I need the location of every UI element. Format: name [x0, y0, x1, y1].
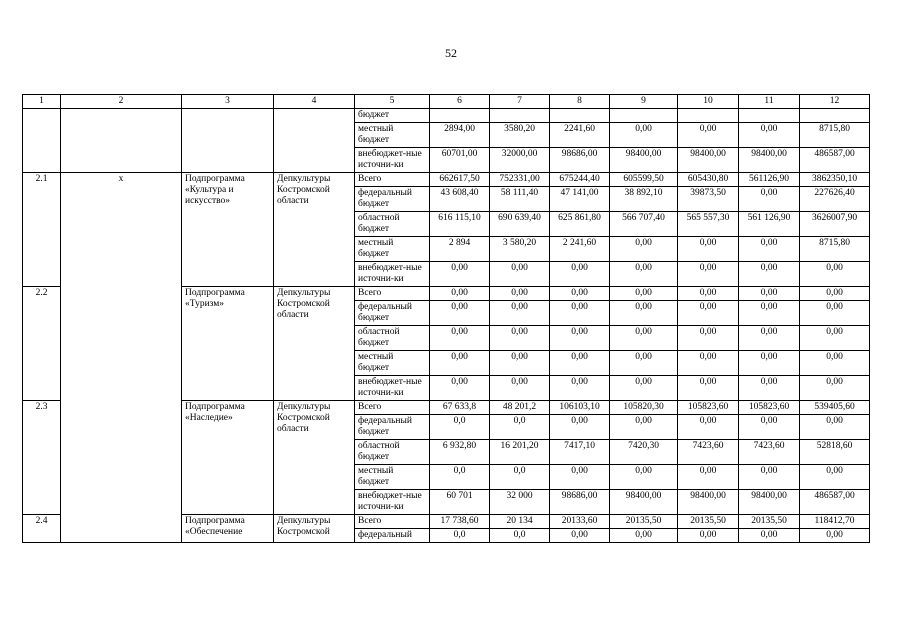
page-number: 52: [445, 46, 457, 60]
program-name-cell: Подпрограмма «Наследие»: [182, 401, 274, 515]
col2-cell: х: [61, 173, 182, 543]
value-cell: 0,00: [610, 287, 678, 301]
value-cell: 0,00: [678, 529, 739, 543]
value-cell: 0,00: [739, 187, 800, 212]
value-cell: 7423,60: [678, 440, 739, 465]
value-cell: 20135,50: [610, 515, 678, 529]
source-cell: местный бюджет: [355, 237, 430, 262]
value-cell: 565 557,30: [678, 212, 739, 237]
value-cell: 0,00: [610, 529, 678, 543]
source-cell: местный бюджет: [355, 351, 430, 376]
budget-table-body: [23, 95, 870, 543]
executor-cell: Депкультуры Костромской области: [274, 173, 355, 287]
value-cell: 20133,60: [550, 515, 610, 529]
value-cell: 60701,00: [430, 148, 490, 173]
value-cell: 6 932,80: [430, 440, 490, 465]
value-cell: 106103,10: [550, 401, 610, 415]
value-cell: 0,00: [678, 262, 739, 287]
value-cell: 0,00: [490, 351, 550, 376]
value-cell: 0,00: [739, 415, 800, 440]
column-number-8: 8: [550, 95, 610, 109]
value-cell: 0,00: [490, 287, 550, 301]
value-cell: 0,00: [550, 415, 610, 440]
value-cell: 0,00: [800, 287, 870, 301]
value-cell: 16 201,20: [490, 440, 550, 465]
value-cell: 8715,80: [800, 237, 870, 262]
value-cell: [739, 109, 800, 123]
value-cell: 0,00: [800, 301, 870, 326]
value-cell: 0,00: [550, 301, 610, 326]
row-number-cell: 2.1: [23, 173, 61, 287]
value-cell: 32 000: [490, 490, 550, 515]
value-cell: 0,00: [800, 262, 870, 287]
program-name-cell: Подпрограмма «Культура и искусство»: [182, 173, 274, 287]
value-cell: 0,00: [610, 376, 678, 401]
source-cell: внебюджет-ные источни-ки: [355, 262, 430, 287]
value-cell: [550, 109, 610, 123]
column-number-2: 2: [61, 95, 182, 109]
row-number-cell: 2.3: [23, 401, 61, 515]
value-cell: 0,00: [739, 123, 800, 148]
value-cell: 98400,00: [739, 148, 800, 173]
value-cell: 561 126,90: [739, 212, 800, 237]
value-cell: 0,00: [678, 376, 739, 401]
value-cell: 48 201,2: [490, 401, 550, 415]
value-cell: 0,00: [739, 326, 800, 351]
value-cell: 0,00: [800, 376, 870, 401]
source-cell: бюджет: [355, 109, 430, 123]
value-cell: 0,00: [800, 465, 870, 490]
value-cell: 605599,50: [610, 173, 678, 187]
value-cell: 0,00: [610, 301, 678, 326]
value-cell: 98686,00: [550, 148, 610, 173]
value-cell: 3862350,10: [800, 173, 870, 187]
value-cell: 0,00: [678, 326, 739, 351]
row-number-cell: [23, 109, 61, 173]
column-number-5: 5: [355, 95, 430, 109]
value-cell: 0,00: [739, 376, 800, 401]
budget-table: [22, 94, 870, 543]
value-cell: 0,00: [430, 351, 490, 376]
value-cell: 2894,00: [430, 123, 490, 148]
value-cell: 20135,50: [678, 515, 739, 529]
value-cell: 98686,00: [550, 490, 610, 515]
value-cell: 0,00: [739, 262, 800, 287]
value-cell: 0,00: [610, 415, 678, 440]
value-cell: 0,00: [739, 465, 800, 490]
value-cell: 0,00: [490, 262, 550, 287]
column-number-row: [23, 95, 870, 109]
source-cell: внебюджет-ные источни-ки: [355, 148, 430, 173]
value-cell: 0,00: [490, 326, 550, 351]
row-number-cell: 2.4: [23, 515, 61, 543]
value-cell: 0,00: [430, 287, 490, 301]
value-cell: 0,00: [678, 123, 739, 148]
value-cell: 2 241,60: [550, 237, 610, 262]
value-cell: 0,0: [430, 465, 490, 490]
value-cell: [678, 109, 739, 123]
table-row: [23, 173, 870, 187]
value-cell: 0,00: [550, 351, 610, 376]
value-cell: 39873,50: [678, 187, 739, 212]
value-cell: 32000,00: [490, 148, 550, 173]
value-cell: 616 115,10: [430, 212, 490, 237]
value-cell: 98400,00: [678, 148, 739, 173]
value-cell: [800, 109, 870, 123]
value-cell: 0,00: [739, 301, 800, 326]
value-cell: 0,00: [550, 376, 610, 401]
value-cell: 98400,00: [678, 490, 739, 515]
value-cell: [490, 109, 550, 123]
value-cell: 8715,80: [800, 123, 870, 148]
source-cell: областной бюджет: [355, 326, 430, 351]
value-cell: 2241,60: [550, 123, 610, 148]
column-number-3: 3: [182, 95, 274, 109]
program-name-cell: [182, 109, 274, 173]
value-cell: 98400,00: [610, 490, 678, 515]
value-cell: 0,00: [430, 301, 490, 326]
value-cell: 7417,10: [550, 440, 610, 465]
value-cell: 486587,00: [800, 490, 870, 515]
column-number-1: 1: [23, 95, 61, 109]
value-cell: 0,0: [490, 529, 550, 543]
column-number-10: 10: [678, 95, 739, 109]
value-cell: 662617,50: [430, 173, 490, 187]
value-cell: 0,00: [610, 123, 678, 148]
source-cell: областной бюджет: [355, 440, 430, 465]
value-cell: 0,00: [550, 529, 610, 543]
value-cell: 0,00: [490, 376, 550, 401]
value-cell: 0,00: [678, 301, 739, 326]
executor-cell: Депкультуры Костромской области: [274, 287, 355, 401]
value-cell: 98400,00: [610, 148, 678, 173]
value-cell: 52818,60: [800, 440, 870, 465]
value-cell: 67 633,8: [430, 401, 490, 415]
value-cell: 566 707,40: [610, 212, 678, 237]
value-cell: 0,00: [678, 287, 739, 301]
value-cell: 0,00: [610, 237, 678, 262]
value-cell: 0,00: [550, 287, 610, 301]
value-cell: 0,0: [490, 415, 550, 440]
value-cell: 2 894: [430, 237, 490, 262]
value-cell: 0,00: [610, 465, 678, 490]
column-number-12: 12: [800, 95, 870, 109]
value-cell: 0,0: [490, 465, 550, 490]
value-cell: 17 738,60: [430, 515, 490, 529]
value-cell: 752331,00: [490, 173, 550, 187]
value-cell: 0,00: [739, 529, 800, 543]
value-cell: 3 580,20: [490, 237, 550, 262]
value-cell: 0,00: [550, 326, 610, 351]
value-cell: 47 141,00: [550, 187, 610, 212]
value-cell: 0,00: [739, 237, 800, 262]
value-cell: 20 134: [490, 515, 550, 529]
value-cell: 7423,60: [739, 440, 800, 465]
source-cell: Всего: [355, 401, 430, 415]
value-cell: 625 861,80: [550, 212, 610, 237]
value-cell: 3580,20: [490, 123, 550, 148]
value-cell: 0,00: [610, 351, 678, 376]
source-cell: федеральный: [355, 529, 430, 543]
column-number-7: 7: [490, 95, 550, 109]
source-cell: Всего: [355, 287, 430, 301]
value-cell: 0,00: [550, 262, 610, 287]
value-cell: [610, 109, 678, 123]
value-cell: 105823,60: [739, 401, 800, 415]
value-cell: 0,00: [800, 529, 870, 543]
value-cell: 486587,00: [800, 148, 870, 173]
column-number-6: 6: [430, 95, 490, 109]
value-cell: 38 892,10: [610, 187, 678, 212]
value-cell: 0,00: [550, 465, 610, 490]
executor-cell: Депкультуры Костромской: [274, 515, 355, 543]
value-cell: 0,00: [739, 351, 800, 376]
value-cell: 227626,40: [800, 187, 870, 212]
value-cell: 118412,70: [800, 515, 870, 529]
col2-cell: [61, 109, 182, 173]
source-cell: местный бюджет: [355, 123, 430, 148]
value-cell: 98400,00: [739, 490, 800, 515]
source-cell: внебюджет-ные источни-ки: [355, 490, 430, 515]
source-cell: внебюджет-ные источни-ки: [355, 376, 430, 401]
value-cell: 20135,50: [739, 515, 800, 529]
value-cell: 43 608,40: [430, 187, 490, 212]
value-cell: 105820,30: [610, 401, 678, 415]
value-cell: 3626007,90: [800, 212, 870, 237]
value-cell: 690 639,40: [490, 212, 550, 237]
value-cell: 561126,90: [739, 173, 800, 187]
executor-cell: Депкультуры Костромской области: [274, 401, 355, 515]
value-cell: 7420,30: [610, 440, 678, 465]
value-cell: 0,00: [678, 237, 739, 262]
value-cell: 539405,60: [800, 401, 870, 415]
value-cell: 0,00: [678, 415, 739, 440]
value-cell: 0,0: [430, 415, 490, 440]
value-cell: 0,00: [610, 262, 678, 287]
program-name-cell: Подпрограмма «Обеспечение: [182, 515, 274, 543]
source-cell: федеральный бюджет: [355, 187, 430, 212]
value-cell: 0,00: [739, 287, 800, 301]
value-cell: [430, 109, 490, 123]
value-cell: 0,00: [610, 326, 678, 351]
source-cell: областной бюджет: [355, 212, 430, 237]
value-cell: 0,00: [430, 262, 490, 287]
column-number-11: 11: [739, 95, 800, 109]
value-cell: 105823,60: [678, 401, 739, 415]
value-cell: 675244,40: [550, 173, 610, 187]
value-cell: 60 701: [430, 490, 490, 515]
value-cell: 0,00: [430, 326, 490, 351]
table-row: [23, 109, 870, 123]
value-cell: 0,00: [430, 376, 490, 401]
column-number-9: 9: [610, 95, 678, 109]
source-cell: Всего: [355, 515, 430, 529]
source-cell: федеральный бюджет: [355, 415, 430, 440]
value-cell: 605430,80: [678, 173, 739, 187]
value-cell: 0,00: [678, 465, 739, 490]
value-cell: 0,00: [800, 326, 870, 351]
column-number-4: 4: [274, 95, 355, 109]
value-cell: 0,00: [800, 351, 870, 376]
value-cell: 0,00: [800, 415, 870, 440]
row-number-cell: 2.2: [23, 287, 61, 401]
value-cell: 0,00: [490, 301, 550, 326]
value-cell: 58 111,40: [490, 187, 550, 212]
value-cell: 0,00: [678, 351, 739, 376]
source-cell: федеральный бюджет: [355, 301, 430, 326]
source-cell: местный бюджет: [355, 465, 430, 490]
source-cell: Всего: [355, 173, 430, 187]
program-name-cell: Подпрограмма «Туризм»: [182, 287, 274, 401]
executor-cell: [274, 109, 355, 173]
value-cell: 0,0: [430, 529, 490, 543]
